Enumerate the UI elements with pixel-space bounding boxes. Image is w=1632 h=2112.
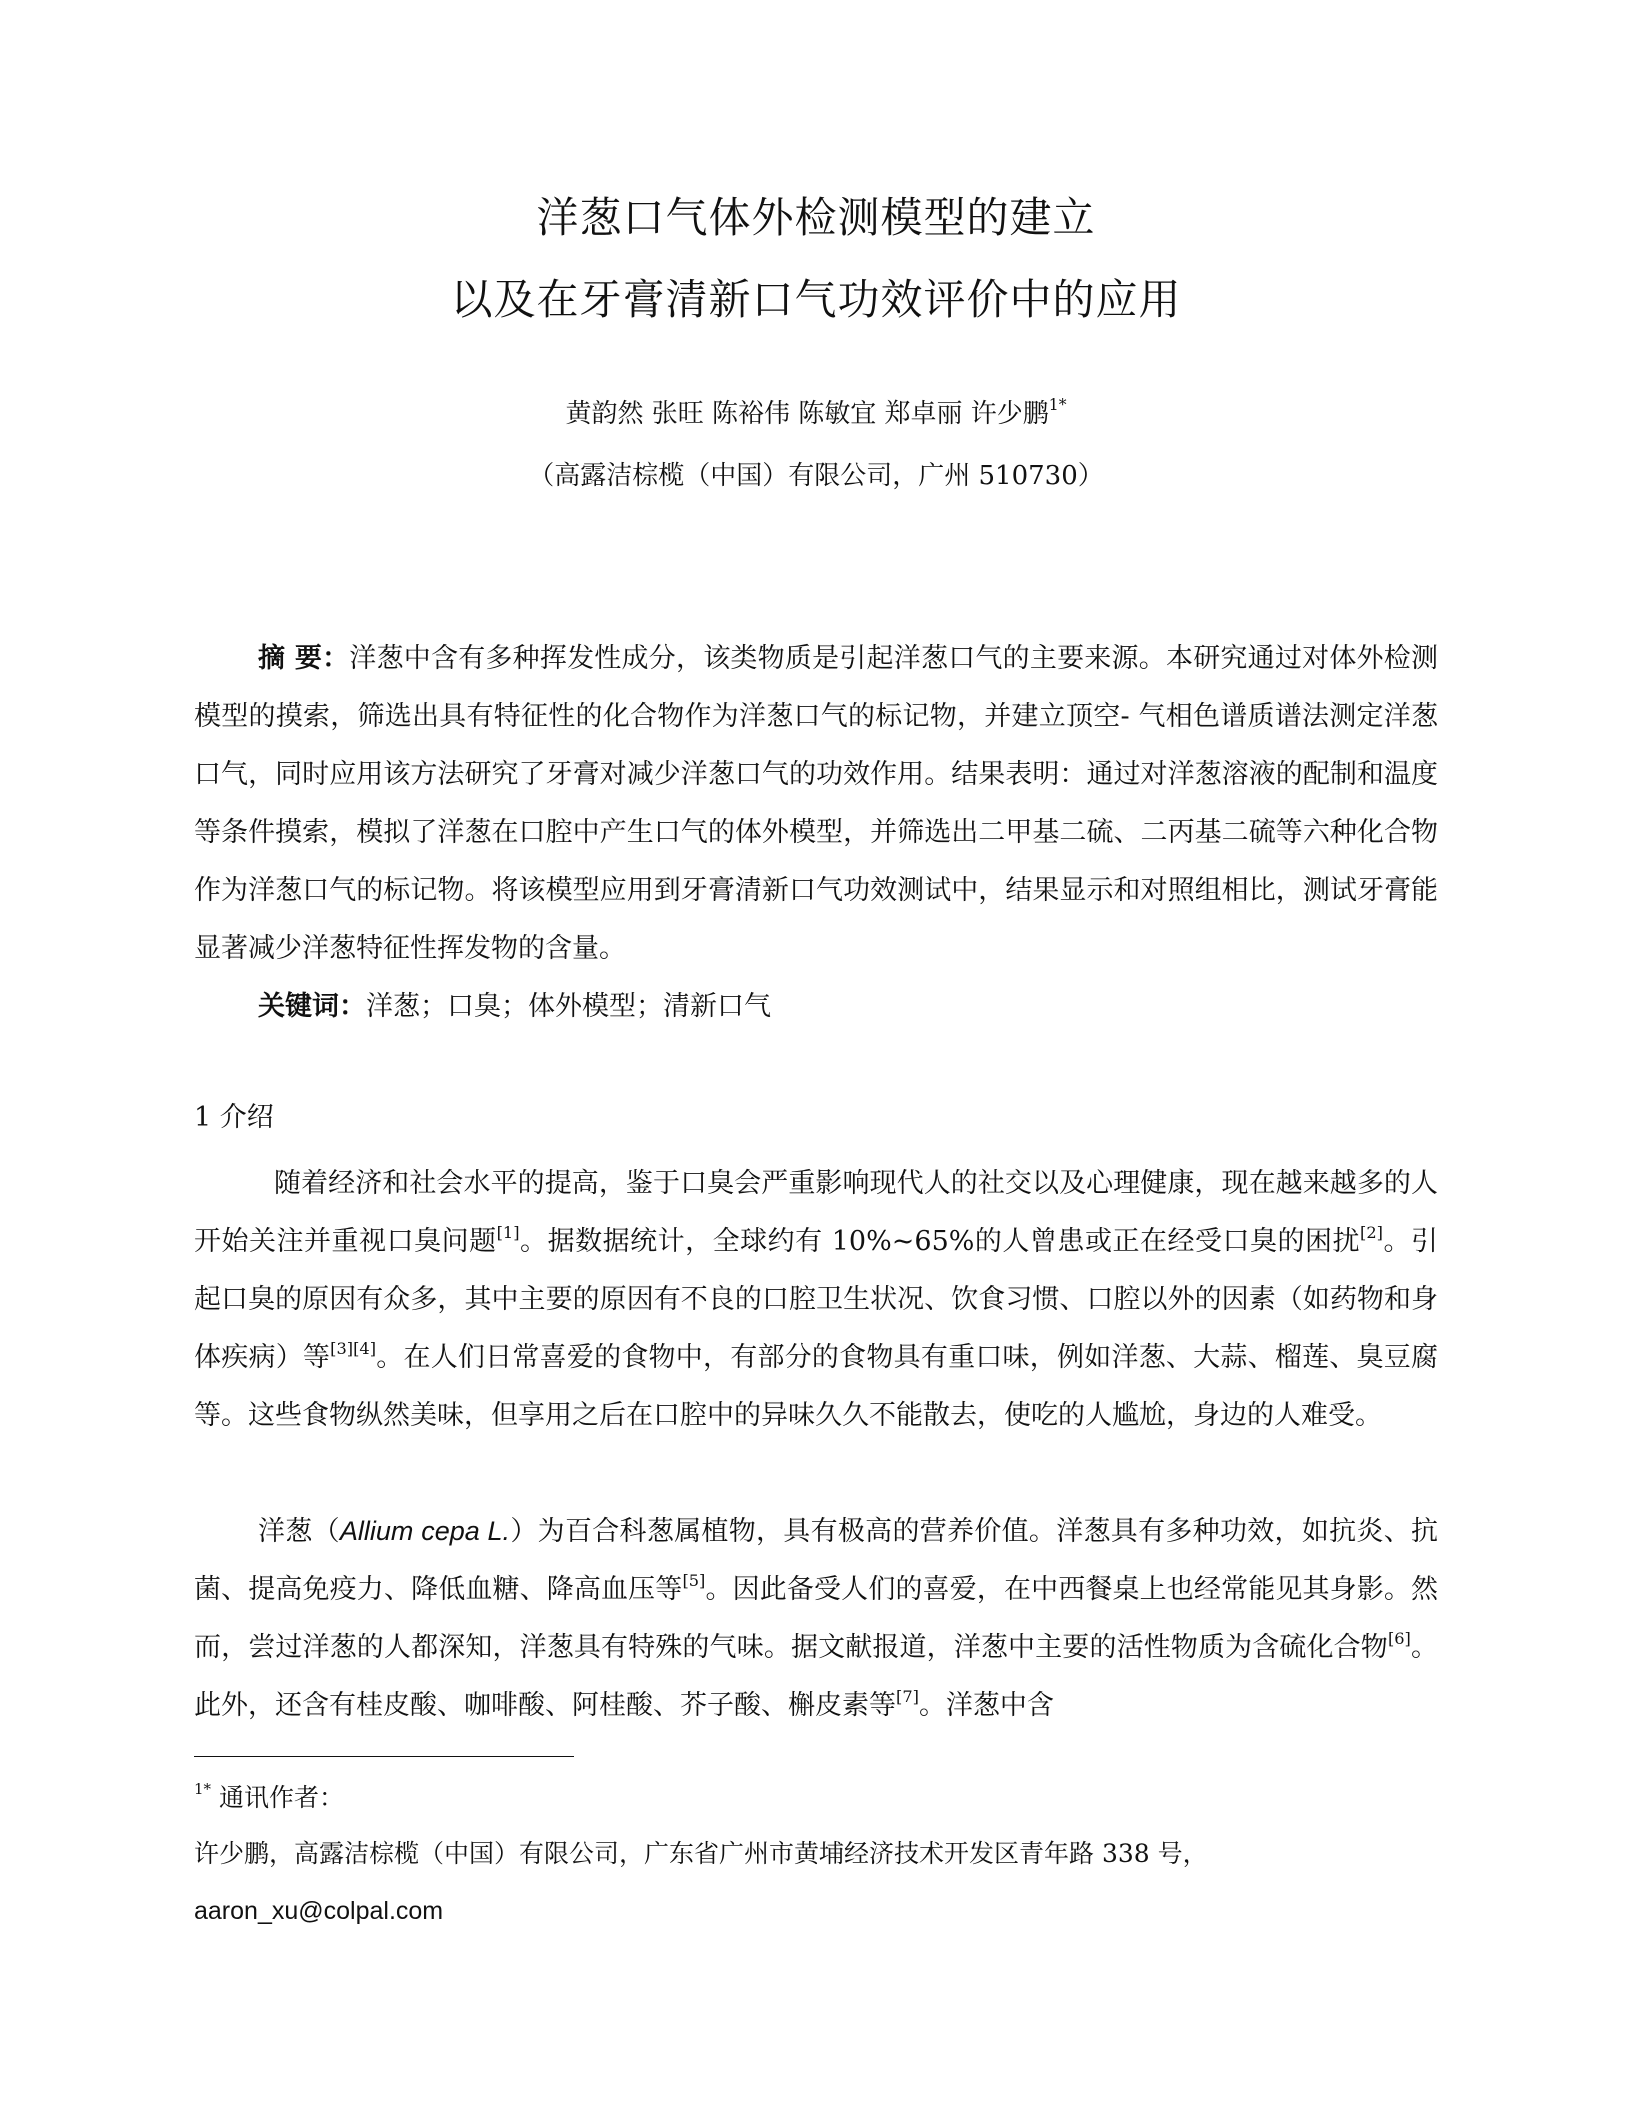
text-span: 。因此备受人们的喜爱，在中西餐桌上也经常能见其身影。然而，尝过洋葱的人都深知，洋葱具有特殊的气味。据文献报道，洋葱中主要的活性物质为含硫化合物 xyxy=(194,1574,1439,1663)
text-span: 。洋葱中含 xyxy=(918,1690,1054,1721)
abstract-text: 洋葱中含有多种挥发性成分，该类物质是引起洋葱口气的主要来源。本研究通过对体外检测模型的摸索，筛选出具有特征性的化合物作为洋葱口气的标记物，并建立顶空- 气相色谱质谱法测定洋葱口气，同时应用该方法研究了牙膏对减少洋葱口气的功效作用。结果表明：通过对洋葱溶液的配制和温度等条件摸索，模拟了洋葱在口腔中产生口气的体外模型，并筛选出二甲基二硫、二丙基二硫等六种化合物作为洋葱口气的标记物。将该模型应用到牙膏清新口气功效测试中，结果显示和对照组相比，测试牙膏能显著减少洋葱特征性挥发物的含量。 xyxy=(194,643,1438,964)
intro-paragraph-2 xyxy=(194,1502,1438,1735)
footnote-email: aaron_xu@colpal.com xyxy=(194,1897,444,1925)
author-list xyxy=(0,398,1632,430)
text-span: 。引起口臭的原因有众多，其中主要的原因有不良的口腔卫生状况、饮食习惯、口腔以外的因素（如药物和身体疾病）等 xyxy=(194,1226,1439,1373)
citation-ref: [2] xyxy=(1360,1222,1383,1242)
text-span: 洋葱（ xyxy=(258,1516,340,1547)
paper-title-line-1: 洋葱口气体外检测模型的建立 xyxy=(536,193,1096,242)
intro-paragraph-1 xyxy=(194,1155,1438,1445)
section-heading-introduction: 1 介绍 xyxy=(194,1102,274,1133)
footnote-divider xyxy=(194,1756,574,1757)
paper-title-line-2: 以及在牙膏清新口气功效评价中的应用 xyxy=(450,275,1182,324)
text-span: ）为百合科葱属植物，具有极高的营养价值。洋葱具有多种功效，如抗炎、抗菌、提高免疫力、降低血糖、降高血压等 xyxy=(194,1516,1439,1605)
citation-ref: [1] xyxy=(496,1222,520,1242)
footnote-heading xyxy=(194,1782,344,1814)
abstract xyxy=(194,630,1438,978)
citation-ref: [7] xyxy=(896,1686,919,1706)
latin-species-name: Allium cepa L. xyxy=(339,1516,511,1546)
citation-ref: [6] xyxy=(1387,1628,1411,1648)
footnote-marker: 1* xyxy=(194,1780,212,1799)
footnote-label: 通讯作者： xyxy=(211,1783,344,1812)
text-span: 随着经济和社会水平的提高，鉴于口臭会严重影响现代人的社交以及心理健康，现在越来越多的人开始关注并重视口臭问题 xyxy=(194,1168,1438,1257)
affiliation: （高露洁棕榄（中国）有限公司，广州 510730） xyxy=(528,461,1104,491)
abstract-label: 摘 要： xyxy=(258,643,350,674)
text-span: 。此外，还含有桂皮酸、咖啡酸、阿桂酸、芥子酸、槲皮素等 xyxy=(194,1632,1439,1721)
keywords xyxy=(258,978,1438,1036)
citation-ref: [3][4] xyxy=(330,1338,377,1358)
citation-ref: [5] xyxy=(682,1570,706,1590)
footnote-address: 许少鹏，高露洁棕榄（中国）有限公司，广东省广州市黄埔经济技术开发区青年路 338 号， xyxy=(194,1839,1208,1868)
keywords-text: 洋葱；口臭；体外模型；清新口气 xyxy=(366,991,771,1022)
corresponding-author-mark: 1* xyxy=(1048,396,1067,415)
text-span: 。据数据统计，全球约有 10%~65%的人曾患或正在经受口臭的困扰 xyxy=(519,1226,1361,1257)
author-names: 黄韵然 张旺 陈裕伟 陈敏宜 郑卓丽 许少鹏 xyxy=(565,399,1049,429)
text-span: 。在人们日常喜爱的食物中，有部分的食物具有重口味，例如洋葱、大蒜、榴莲、臭豆腐等。这些食物纵然美味，但享用之后在口腔中的异味久久不能散去，使吃的人尴尬，身边的人难受。 xyxy=(194,1342,1439,1431)
keywords-label: 关键词： xyxy=(258,991,366,1022)
